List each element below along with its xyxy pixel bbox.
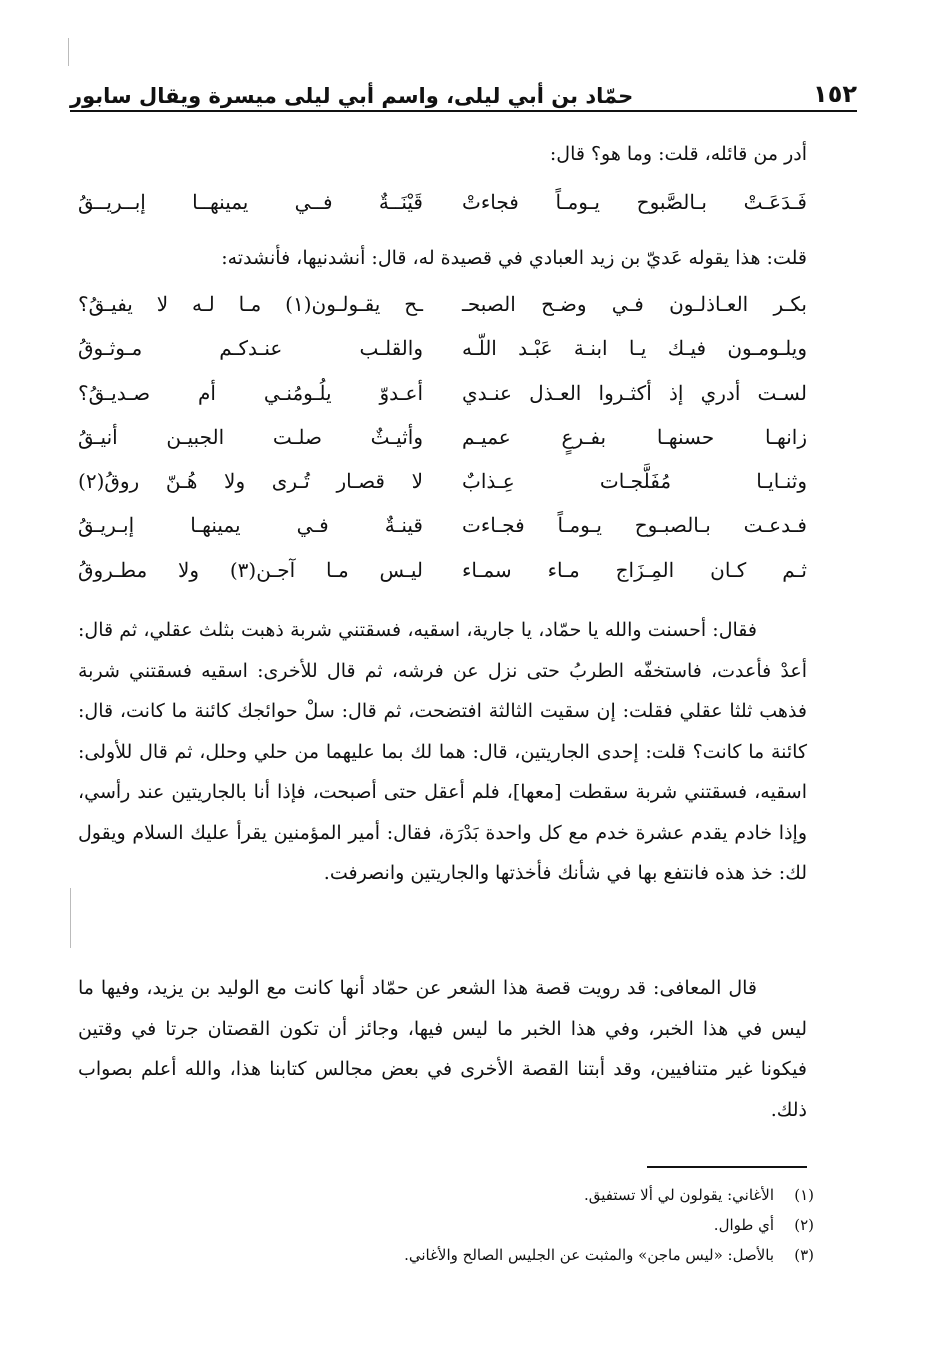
- footnote: [78, 1240, 814, 1270]
- page-number: ١٥٢: [813, 80, 857, 108]
- footnote-text: الأغاني: يقولون لي ألا تستفيق.: [583, 1186, 774, 1204]
- intro-line: أدر من قائله، قلت: وما هو؟ قال:: [549, 143, 807, 165]
- footnote-text: أي طوال.: [713, 1216, 774, 1234]
- footnote-rule: [647, 1166, 807, 1168]
- poem-second-hemistich: والقلـب عنـدكـم مـوثـوقُ: [78, 336, 423, 361]
- poem-line: [78, 336, 807, 380]
- poem-second-hemistich: وأثيـثٌ صلـت الجبيـن أنيـقُ: [78, 424, 423, 449]
- poem-line: [78, 513, 807, 557]
- poem-first-hemistich: زانهـا حسنهـا بفـرعٍ عميـم: [462, 424, 807, 449]
- footnote: [78, 1180, 814, 1210]
- footnote-number: (١): [794, 1186, 814, 1204]
- poem-line: [78, 425, 807, 469]
- footnote: [78, 1210, 814, 1240]
- margin-mark-top: [68, 38, 69, 66]
- poem-second-hemistich: لا قصـار تُـرى ولا هُـنّ روقُ(٢): [78, 469, 423, 494]
- paragraph-2-block: [78, 968, 807, 1130]
- page-header: [70, 68, 857, 108]
- poem-second-hemistich: أعـدوّ يلُـومُنـي أم صـديـقُ؟: [78, 380, 423, 405]
- running-title: حمّاد بن أبي ليلى، واسم أبي ليلى ميسرة ويقال سابور: [70, 84, 634, 108]
- paragraph-1-block: [78, 610, 807, 894]
- margin-mark-side: [70, 888, 71, 948]
- poem: [78, 292, 807, 602]
- ask-line-block: [78, 238, 807, 279]
- poem-second-hemistich: قينـةٌ فـي يمينهـا إبـريـقُ: [78, 513, 423, 538]
- poem-line: [78, 381, 807, 425]
- poem-line: [78, 558, 807, 602]
- footnote-text: بالأصل: «ليس ماجن» والمثبت عن الجليس الصالح والأغاني.: [404, 1246, 774, 1264]
- poem-second-hemistich: ليـس مـا آجـن(٣) ولا مطـروقُ: [78, 557, 423, 582]
- footnotes: [78, 1180, 814, 1270]
- poem-first-hemistich: لسـت أدري إذ أكثـروا العـذل عنـدي: [462, 380, 807, 405]
- ask-line: قلت: هذا يقوله عَديّ بن زيد العبادي في قصيدة له، قال: أنشدنيها، فأنشدته:: [221, 247, 807, 269]
- poem-first-hemistich: ويلـومـون فيـك يـا ابنـة عَبْـد اللّـه: [462, 336, 807, 361]
- poem-first-hemistich: بكـر العـاذلـون فـي وضـح الصبحـ: [462, 292, 807, 316]
- header-rule: [70, 110, 857, 112]
- poem-first-hemistich: وثنـايـا مُفَلَّجـات عِـذابٌ: [462, 469, 807, 494]
- poem-first-hemistich: فـدعـت بـالصبـوح يـومـاً فجـاءت: [462, 513, 807, 538]
- poem-line: [78, 469, 807, 513]
- verse-first-hemistich: فَـدَعَـتْ بـالصَّبوح يـومـاً فجاءتْ: [462, 190, 807, 214]
- poem-second-hemistich: ـح يقـولـون(١) مـا لـه لا يفيـقُ؟: [78, 292, 424, 316]
- footnote-number: (٣): [794, 1246, 814, 1264]
- paragraph-2: قال المعافى: قد رويت قصة هذا الشعر عن حمّاد أنها كانت مع الوليد بن يزيد، وفيها ما ليس في هذا الخبر، وفي هذا الخبر ما ليس فيها، وجائز أن تكون القصتان جرتا في وقتين فيكونا غير متنافيين، وقد أبتنا القصة الأخرى في بعض مجالس كتابنا هذا، والله أعلم بصواب ذلك.: [78, 977, 807, 1121]
- paragraph-1: فقال: أحسنت والله يا حمّاد، يا جارية، اسقيه، فسقتني شربة ذهبت بثلث عقلي، ثم قال: أعدْ فأعدت، فاستخفّه الطربُ حتى نزل عن فرشه، ثم قال للأخرى: اسقيه فسقتني شربة فذهب ثلثا عقلي فقلت: إن سقيت الثالثة افتضحت، ثم قال: سلْ حوائجك كائنة ما كانت، قال: كائنة ما كانت؟ قلت: إحدى الجاريتين، قال: هما لك بما عليهما من حلي وحلل، ثم قال للأولى: اسقيه، فسقتني شربة سقطت [معها]، فلم أعقل حتى أصبحت، فإذا أنا بالجاريتين عند رأسي، وإذا خادم يقدم عشرة خدم مع كل واحدة بَدْرَة، فقال: أمير المؤمنين يقرأ عليك السلام ويقول لك: خذ هذه فانتفع بها في شأنك فأخذتها والجاريتين وانصرفت.: [78, 619, 807, 884]
- poem-line: [78, 292, 807, 336]
- poem-first-hemistich: ثـم كـان المِـزَاج مـاء سمـاء: [462, 557, 807, 582]
- intro-line-block: [78, 134, 807, 175]
- footnote-number: (٢): [794, 1216, 814, 1234]
- quoted-verse: [78, 190, 807, 230]
- verse-second-hemistich: قَيْنَــةٌ فــي يمينهــا إبــريــقُ: [78, 190, 423, 214]
